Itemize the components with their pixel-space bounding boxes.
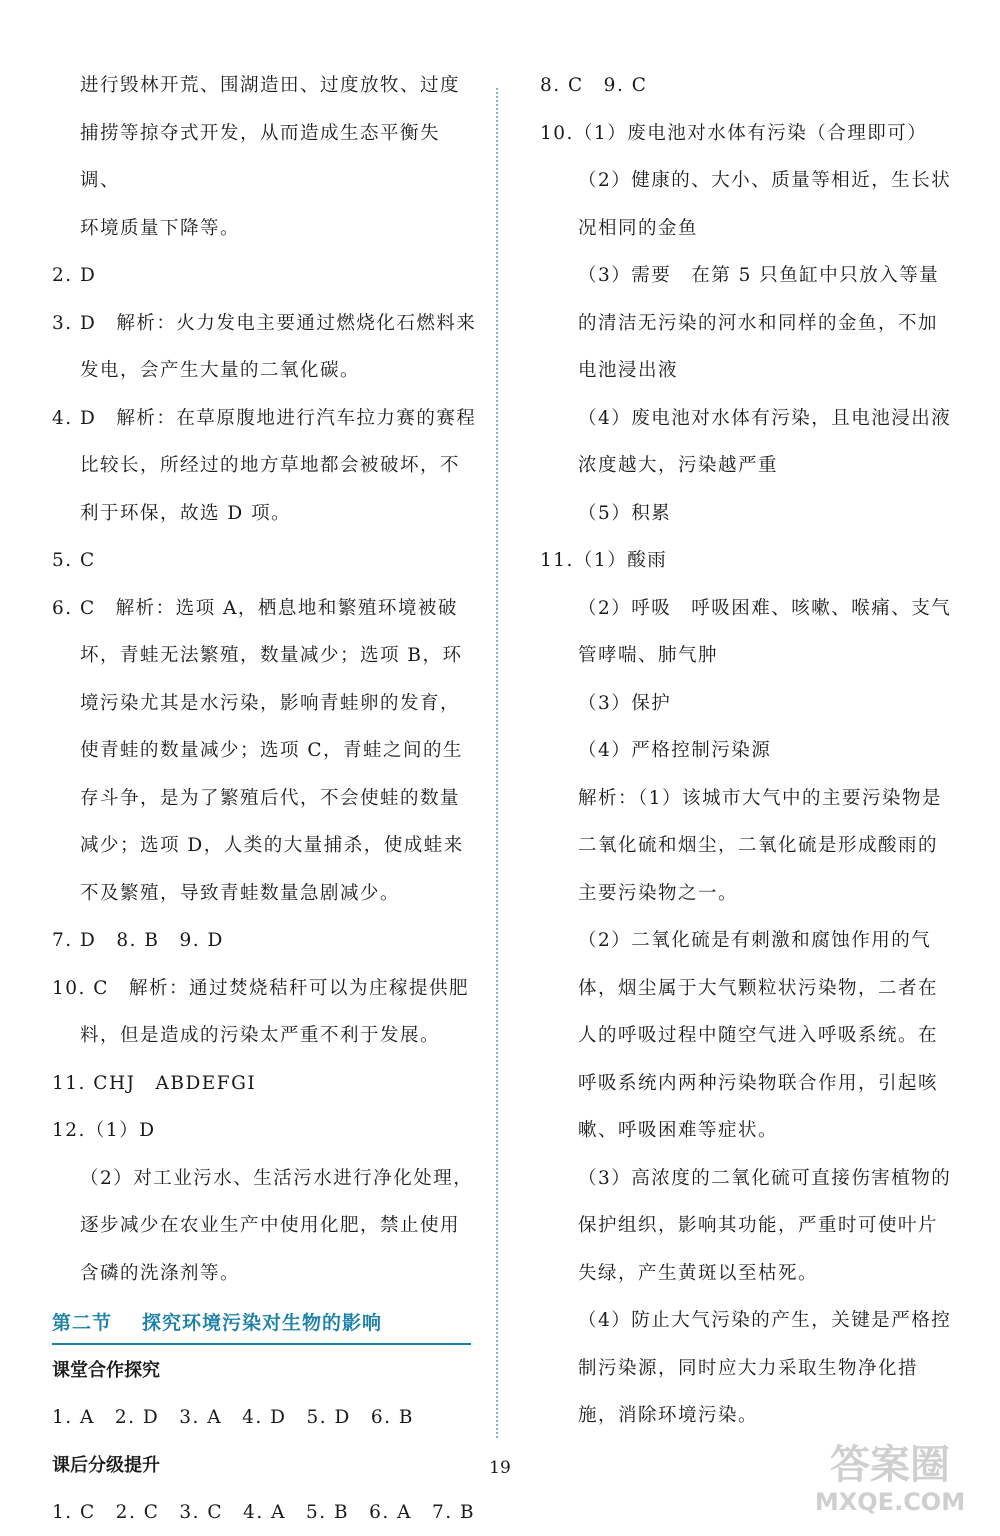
left-column xyxy=(52,62,477,1536)
answer-11-2: （2）呼吸 呼吸困难、咳嗽、喉痛、支气管哮喘、肺气肿 xyxy=(540,585,955,680)
text-line: 环境质量下降等。 xyxy=(80,205,477,253)
answer-8-9: 8. C 9. C xyxy=(540,62,955,110)
right-column xyxy=(540,62,955,1440)
section-name: 探究环境污染对生物的影响 xyxy=(142,1312,382,1334)
explanation-2: （2）二氧化硫是有刺激和腐蚀作用的气体，烟尘属于大气颗粒状污染物，二者在人的呼吸过程中随空气进入呼吸系统。在呼吸系统内两种污染物联合作用，引起咳嗽、呼吸困难等症状。 xyxy=(540,917,955,1155)
watermark-text-bottom: MXQE.COM xyxy=(815,1488,965,1516)
answer-10-3: （3）需要 在第 5 只鱼缸中只放入等量的清洁无污染的河水和同样的金鱼，不加电池浸出液 xyxy=(540,252,955,395)
answer-4: 4. D 解析：在草原腹地进行汽车拉力赛的赛程比较长，所经过的地方草地都会被破坏，不利于环保，故选 D 项。 xyxy=(52,395,477,538)
answer-3: 3. D 解析：火力发电主要通过燃烧化石燃料来发电，会产生大量的二氧化碳。 xyxy=(52,300,477,395)
answer-6: 6. C 解析：选项 A，栖息地和繁殖环境被破坏，青蛙无法繁殖，数量减少；选项 B，环境污染尤其是水污染，影响青蛙卵的发育，使青蛙的数量减少；选项 C，青蛙之间的生存斗争，是为了繁殖后代，不会使蛙的数量减少；选项 D，人类的大量捕杀，使成蛙来不及繁殖，导致青蛙数量急剧减少。 xyxy=(52,585,477,918)
watermark-logo xyxy=(790,1432,990,1518)
answer-10-4: （4）废电池对水体有污染，且电池浸出液浓度越大，污染越严重 xyxy=(540,395,955,490)
answer-10-1: 10.（1）废电池对水体有污染（合理即可） xyxy=(540,110,955,158)
answer-11-3: （3）保护 xyxy=(540,680,955,728)
subsection-title-after-class: 课后分级提升 xyxy=(52,1442,477,1489)
classroom-answers: 1. A 2. D 3. A 4. D 5. D 6. B xyxy=(52,1394,477,1442)
section-number: 第二节 xyxy=(52,1312,112,1334)
answer-11: 11. CHJ ABDEFGI xyxy=(52,1060,477,1108)
answer-5: 5. C xyxy=(52,537,477,585)
explanation-3: （3）高浓度的二氧化硫可直接伤害植物的保护组织，影响其功能，严重时可使叶片失绿，产生黄斑以至枯死。 xyxy=(540,1155,955,1298)
answer-11-1: 11.（1）酸雨 xyxy=(540,537,955,585)
watermark-text-top: 答案圈 xyxy=(830,1442,950,1488)
text-line: 进行毁林开荒、围湖造田、过度放牧、过度 xyxy=(80,62,477,110)
continued-answer xyxy=(52,62,477,252)
answer-2: 2. D xyxy=(52,252,477,300)
page-number: 19 xyxy=(0,1458,1000,1478)
answer-12-1: 12.（1）D xyxy=(52,1107,477,1155)
answer-7-9: 7. D 8. B 9. D xyxy=(52,917,477,965)
text-line: 捕捞等掠夺式开发，从而造成生态平衡失调、 xyxy=(80,110,477,205)
answer-10-2: （2）健康的、大小、质量等相近，生长状况相同的金鱼 xyxy=(540,157,955,252)
answer-10-5: （5）积累 xyxy=(540,490,955,538)
answer-11-4: （4）严格控制污染源 xyxy=(540,727,955,775)
subsection-title-classroom: 课堂合作探究 xyxy=(52,1347,477,1394)
answer-12-2: （2）对工业污水、生活污水进行净化处理，逐步减少在农业生产中使用化肥，禁止使用含磷的洗涤剂等。 xyxy=(52,1155,477,1298)
explanation-4: （4）防止大气污染的产生，关键是严格控制污染源，同时应大力采取生物净化措施，消除环境污染。 xyxy=(540,1297,955,1440)
column-divider xyxy=(496,88,498,1438)
after-class-answers: 1. C 2. C 3. C 4. A 5. B 6. A 7. B xyxy=(52,1489,477,1536)
explanation-1: 解析：（1）该城市大气中的主要污染物是二氧化硫和烟尘，二氧化硫是形成酸雨的主要污染物之一。 xyxy=(540,775,955,918)
section-heading xyxy=(52,1303,477,1347)
answer-10: 10. C 解析：通过焚烧秸秆可以为庄稼提供肥料，但是造成的污染太严重不利于发展。 xyxy=(52,965,477,1060)
